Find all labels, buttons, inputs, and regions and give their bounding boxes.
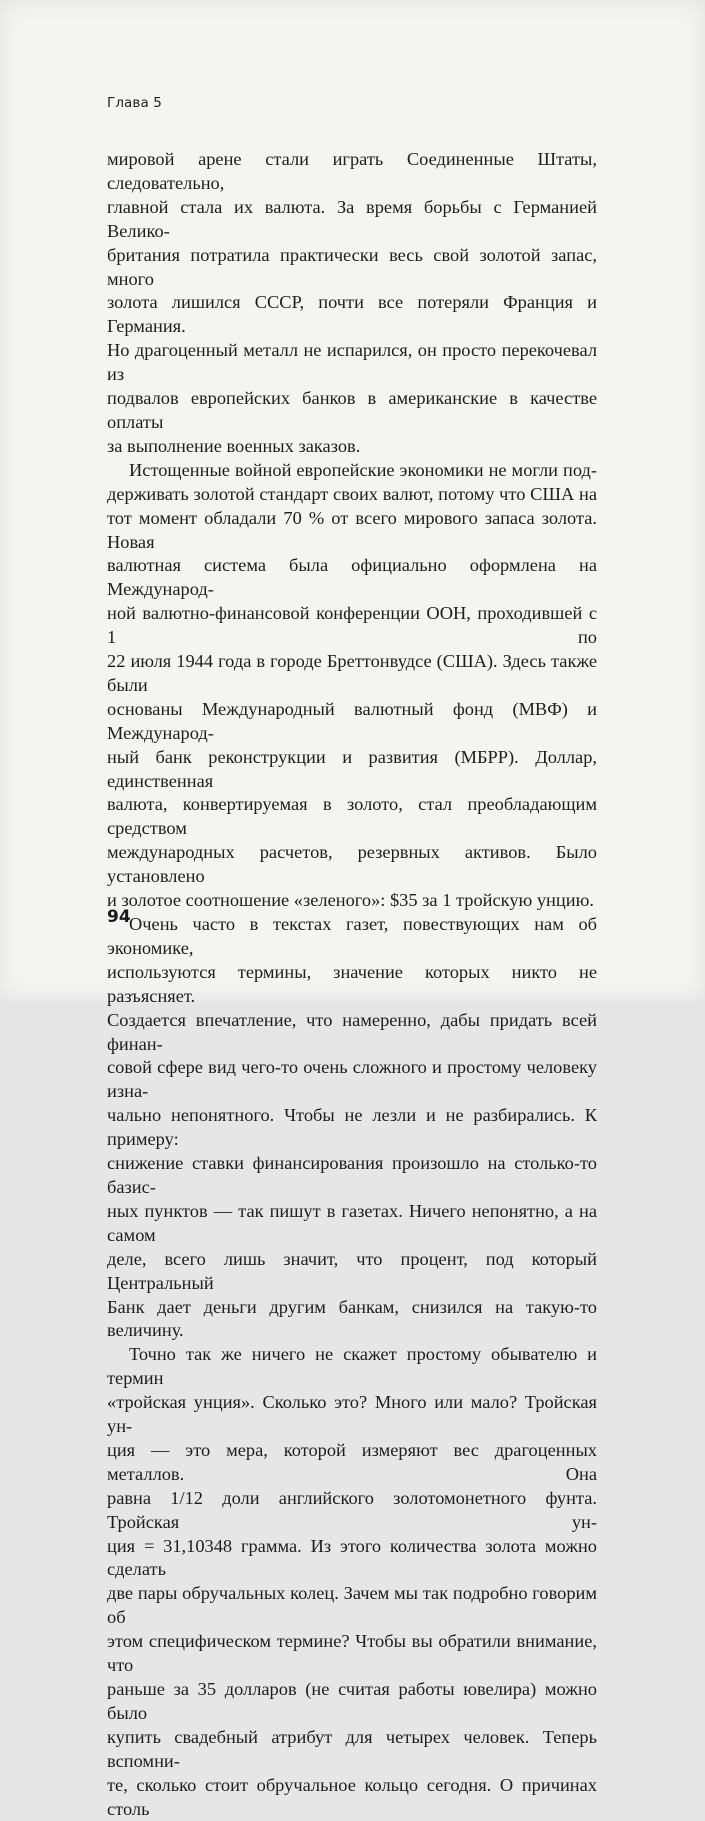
running-header: Глава 5 xyxy=(107,95,162,111)
text-line: основаны Международный валютный фонд (МВФ) и Международ- xyxy=(107,698,597,743)
text-line: ный банк реконструкции и развития (МБРР). Доллар, единственная xyxy=(107,746,597,791)
text-line: за выполнение военных заказов. xyxy=(107,435,361,456)
paragraph-2 xyxy=(107,459,597,913)
text-line: главной стала их валюта. За время борьбы с Германией Велико- xyxy=(107,196,597,241)
text-line: подвалов европейских банков в американские в качестве оплаты xyxy=(107,388,597,432)
text-line: «тройская унция». Сколько это? Много или мало? Тройская ун- xyxy=(107,1392,597,1437)
text-line: мировой арене стали играть Соединенные Штаты, следовательно, xyxy=(107,149,597,193)
text-line: деле, всего лишь значит, что процент, под который Центральный xyxy=(107,1248,597,1293)
text-line: те, сколько стоит обручальное кольцо сегодня. О причинах столь xyxy=(107,1774,597,1819)
text-line: международных расчетов, резервных активов. Было установлено xyxy=(107,842,597,887)
page-number: 94 xyxy=(107,907,131,927)
text-line: золота лишился СССР, почти все потеряли Франция и Германия. xyxy=(107,292,597,337)
text-line: и золотое соотношение «зеленого»: $35 за 1 тройскую унцию. xyxy=(107,890,594,911)
text-line: Но драгоценный металл не испарился, он просто перекочевал из xyxy=(107,340,597,385)
text-line: чально непонятного. Чтобы не лезли и не разбирались. К примеру: xyxy=(107,1105,597,1150)
text-line: две пары обручальных колец. Зачем мы так подробно говорим об xyxy=(107,1583,597,1628)
text-line: Очень часто в текстах газет, повествующих нам об экономике, xyxy=(107,914,597,958)
body-text xyxy=(107,148,597,1821)
text-line: ных пунктов — так пишут в газетах. Ничего непонятно, а на самом xyxy=(107,1200,597,1245)
text-line: совой сфере вид чего-то очень сложного и простому человеку изна- xyxy=(107,1057,597,1102)
paragraph-3 xyxy=(107,913,597,1343)
text-line: Точно так же ничего не скажет простому обывателю и термин xyxy=(107,1344,597,1389)
text-line: ной валютно-финансовой конференции ООН, проходившей с 1 по xyxy=(107,603,597,648)
text-line: снижение ставки финансирования произошло на столько-то базис- xyxy=(107,1153,597,1197)
text-line: этом специфическом термине? Чтобы вы обратили внимание, что xyxy=(107,1631,597,1676)
text-line: равна 1/12 доли английского золотомонетного фунта. Тройская ун- xyxy=(107,1487,597,1532)
text-line: 22 июля 1944 года в городе Бреттонвудсе (США). Здесь также были xyxy=(107,651,597,695)
text-line: ция — это мера, которой измеряют вес драгоценных металлов. Она xyxy=(107,1439,597,1484)
text-line: Банк дает деньги другим банкам, снизился на такую-то величину. xyxy=(107,1296,597,1341)
text-line: раньше за 35 долларов (не считая работы ювелира) можно было xyxy=(107,1679,597,1723)
text-line: тот момент обладали 70 % от всего мирового запаса золота. Новая xyxy=(107,507,597,552)
text-line: купить свадебный атрибут для четырех человек. Теперь вспомни- xyxy=(107,1726,597,1771)
paragraph-1 xyxy=(107,148,597,459)
text-line: валютная система была официально оформлена на Международ- xyxy=(107,555,597,600)
text-line: валюта, конвертируемая в золото, стал преобладающим средством xyxy=(107,794,597,839)
text-line: Создается впечатление, что намеренно, дабы придать всей финан- xyxy=(107,1009,597,1054)
text-line: британия потратила практически весь свой золотой запас, много xyxy=(107,244,597,289)
paragraph-4 xyxy=(107,1343,597,1821)
text-line: Истощенные войной европейские экономики не могли под- xyxy=(129,459,597,480)
text-line: держивать золотой стандарт своих валют, потому что США на xyxy=(107,483,597,504)
text-line: используются термины, значение которых никто не разъясняет. xyxy=(107,961,597,1006)
text-line: ция = 31,10348 грамма. Из этого количества золота можно сделать xyxy=(107,1535,597,1580)
